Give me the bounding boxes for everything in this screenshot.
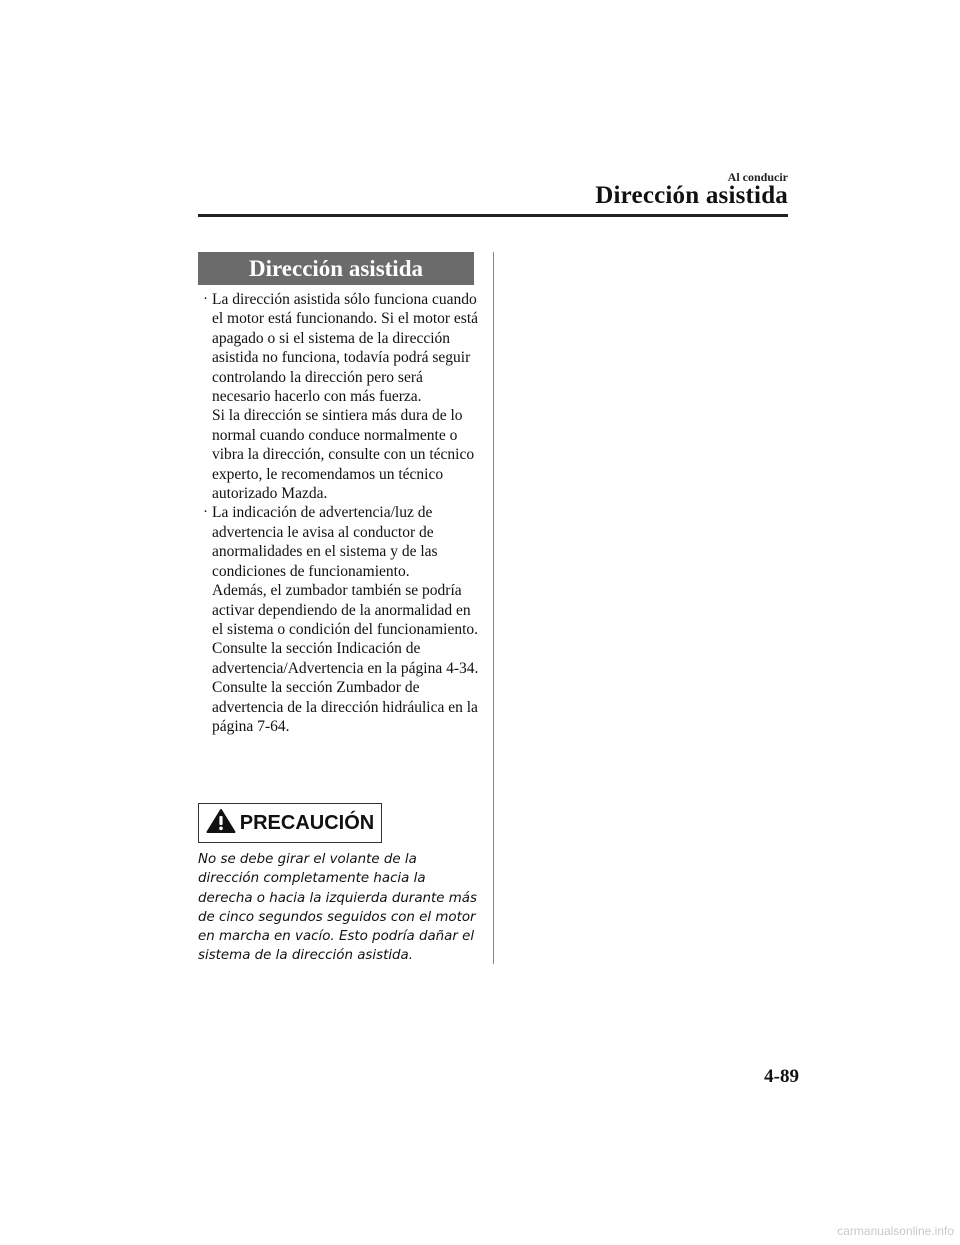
column-divider — [493, 252, 494, 964]
bullet-1-paragraph-2: Si la dirección se sintiera más dura de lo normal cuando conduce normalmente o vibra la dirección, consulte con un técnico experto, le recomendamos un técnico autorizado Mazda. — [212, 407, 475, 503]
bullet-item-1 — [198, 290, 480, 503]
bullet-item-2 — [198, 503, 480, 736]
caution-label: PRECAUCIÓN — [239, 811, 375, 834]
bullet-dot-icon: · — [203, 504, 208, 521]
bullet-2-paragraph-3: Consulte la sección Indicación de advertencia/Advertencia en la página 4-34. — [212, 640, 479, 677]
section-title-banner: Dirección asistida — [198, 252, 474, 285]
header-rule — [198, 214, 788, 217]
watermark: carmanualsonline.info — [837, 1224, 954, 1238]
bullet-dot-icon: · — [203, 291, 208, 307]
caution-header — [198, 803, 382, 843]
bullet-2-paragraph-2: Además, el zumbador también se podría activar dependiendo de la anormalidad en el sistema o condición del funcionamiento. — [212, 582, 479, 638]
caution-text: No se debe girar el volante de la dirección completamente hacia la derecha o hacia la izquierda durante más de cinco segundos seguidos con el motor en marcha en vacío. Esto podría dañar el sistema de la dirección asistida. — [198, 852, 477, 964]
bullet-1-paragraph-1: La dirección asistida sólo funciona cuando el motor está funcionando. Si el motor está apagado o si el sistema de la dirección asistida no funciona, todavía podrá seguir controlando la dirección pero será necesario hacerlo con más fuerza. — [212, 291, 479, 406]
page-number: 4-89 — [764, 1066, 799, 1087]
bullet-list — [198, 290, 480, 736]
bullet-2-paragraph-4: Consulte la sección Zumbador de advertencia de la dirección hidráulica en la página 7-64. — [212, 679, 478, 735]
warning-triangle-icon — [206, 808, 236, 839]
bullet-2-paragraph-1: La indicación de advertencia/luz de advertencia le avisa al conductor de anormalidades en el sistema y de las condiciones de funcionamiento. — [212, 504, 438, 580]
header-section-label: Al conducir — [727, 170, 788, 184]
header-title: Dirección asistida — [595, 182, 788, 209]
